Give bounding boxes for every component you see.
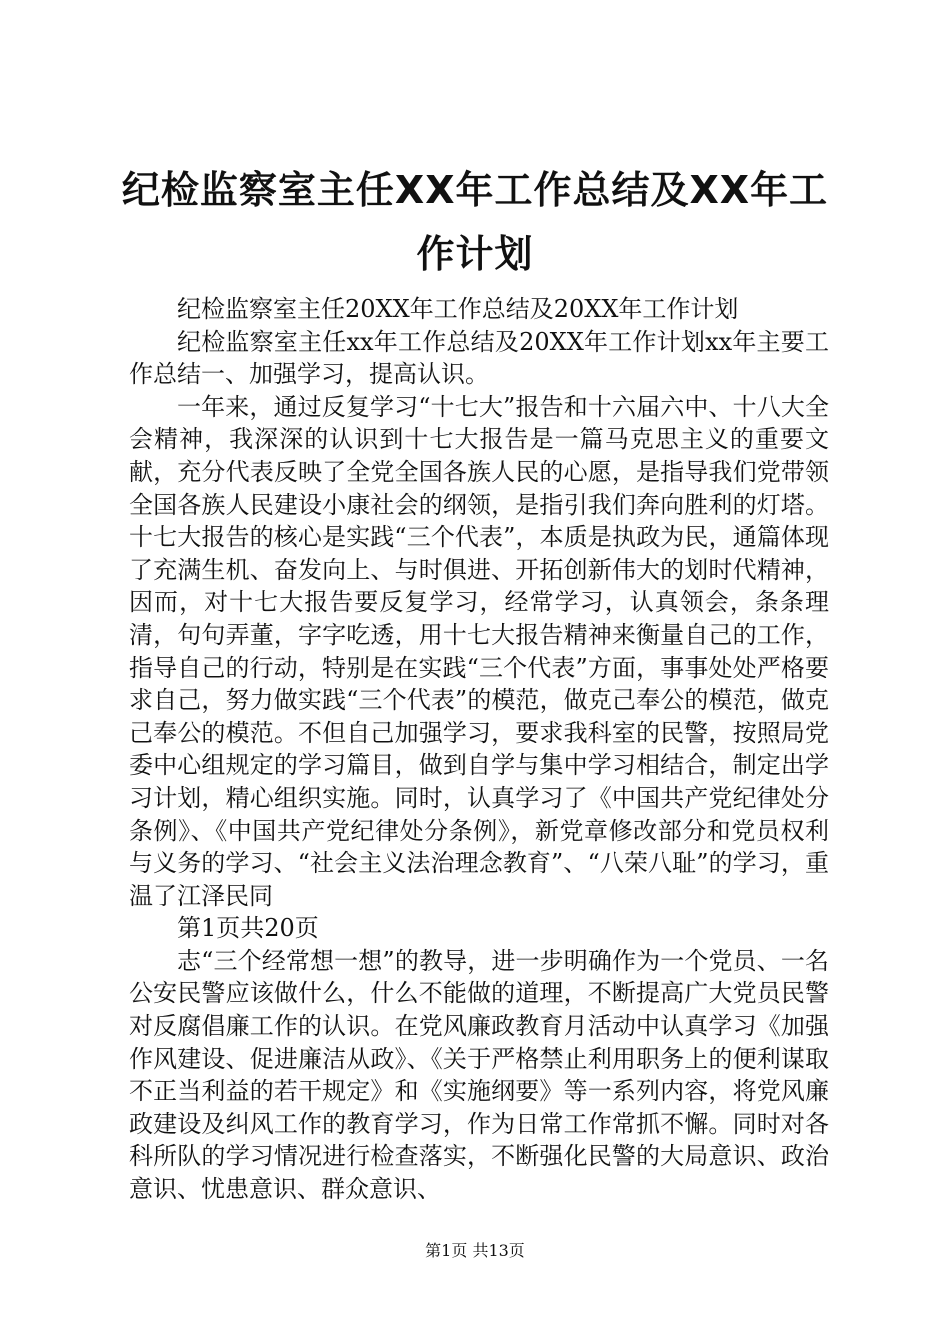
page-footer: 第1页 共13页 <box>425 1241 525 1260</box>
paragraph-heading-line: 纪检监察室主任20XX年工作总结及20XX年工作计划 <box>177 295 739 323</box>
document-title: 纪检监察室主任XX年工作总结及XX年工作计划 <box>121 168 829 276</box>
inline-page-marker: 第1页共20页 <box>177 914 319 943</box>
paragraph-continuation: 志“三个经常想一想”的教导，进一步明确作为一个党员、一名公安民警应该做什么，什么不能做的道理，不断提高广大党员民警对反腐倡廉工作的认识。在党风廉政教育月活动中认真学习《加强作风建设、促进廉洁从政》、《关于严格禁止利用职务上的便利谋取不正当利益的若干规定》和《实施纲要》等一系列内容，将党风廉政建设及纠风工作的教育学习，作为日常工作常抓不懈。同时对各科所队的学习情况进行检查落实，不断强化民警的大局意识、政治意识、忧患意识、群众意识、 <box>129 946 829 1204</box>
document-body <box>129 293 829 1206</box>
paragraph-study: 一年来，通过反复学习“十七大”报告和十六届六中、十八大全会精神，我深深的认识到十七大报告是一篇马克思主义的重要文献，充分代表反映了全党全国各族人民的心愿，是指导我们党带领全国各族人民建设小康社会的纲领，是指引我们奔向胜利的灯塔。十七大报告的核心是实践“三个代表”，本质是执政为民，通篇体现了充满生机、奋发向上、与时俱进、开拓创新伟大的划时代精神，因而，对十七大报告要反复学习，经常学习，认真领会，条条理清，句句弄董，字字吃透，用十七大报告精神来衡量自己的工作，指导自己的行动，特别是在实践“三个代表”方面，事事处处严格要求自己，努力做实践“三个代表”的模范，做克己奉公的模范，做克己奉公的模范。不但自己加强学习，要求我科室的民警，按照局党委中心组规定的学习篇目，做到自学与集中学习相结合，制定出学习计划，精心组织实施。同时，认真学习了《中国共产党纪律处分条例》、《中国共产党纪律处分条例》，新党章修改部分和党员权利与义务的学习、“社会主义法治理念教育”、“八荣八耻”的学习，重温了江泽民同 <box>129 392 829 910</box>
paragraph-intro: 纪检监察室主任xx年工作总结及20XX年工作计划xx年主要工作总结一、加强学习，提高认识。 <box>129 327 829 389</box>
